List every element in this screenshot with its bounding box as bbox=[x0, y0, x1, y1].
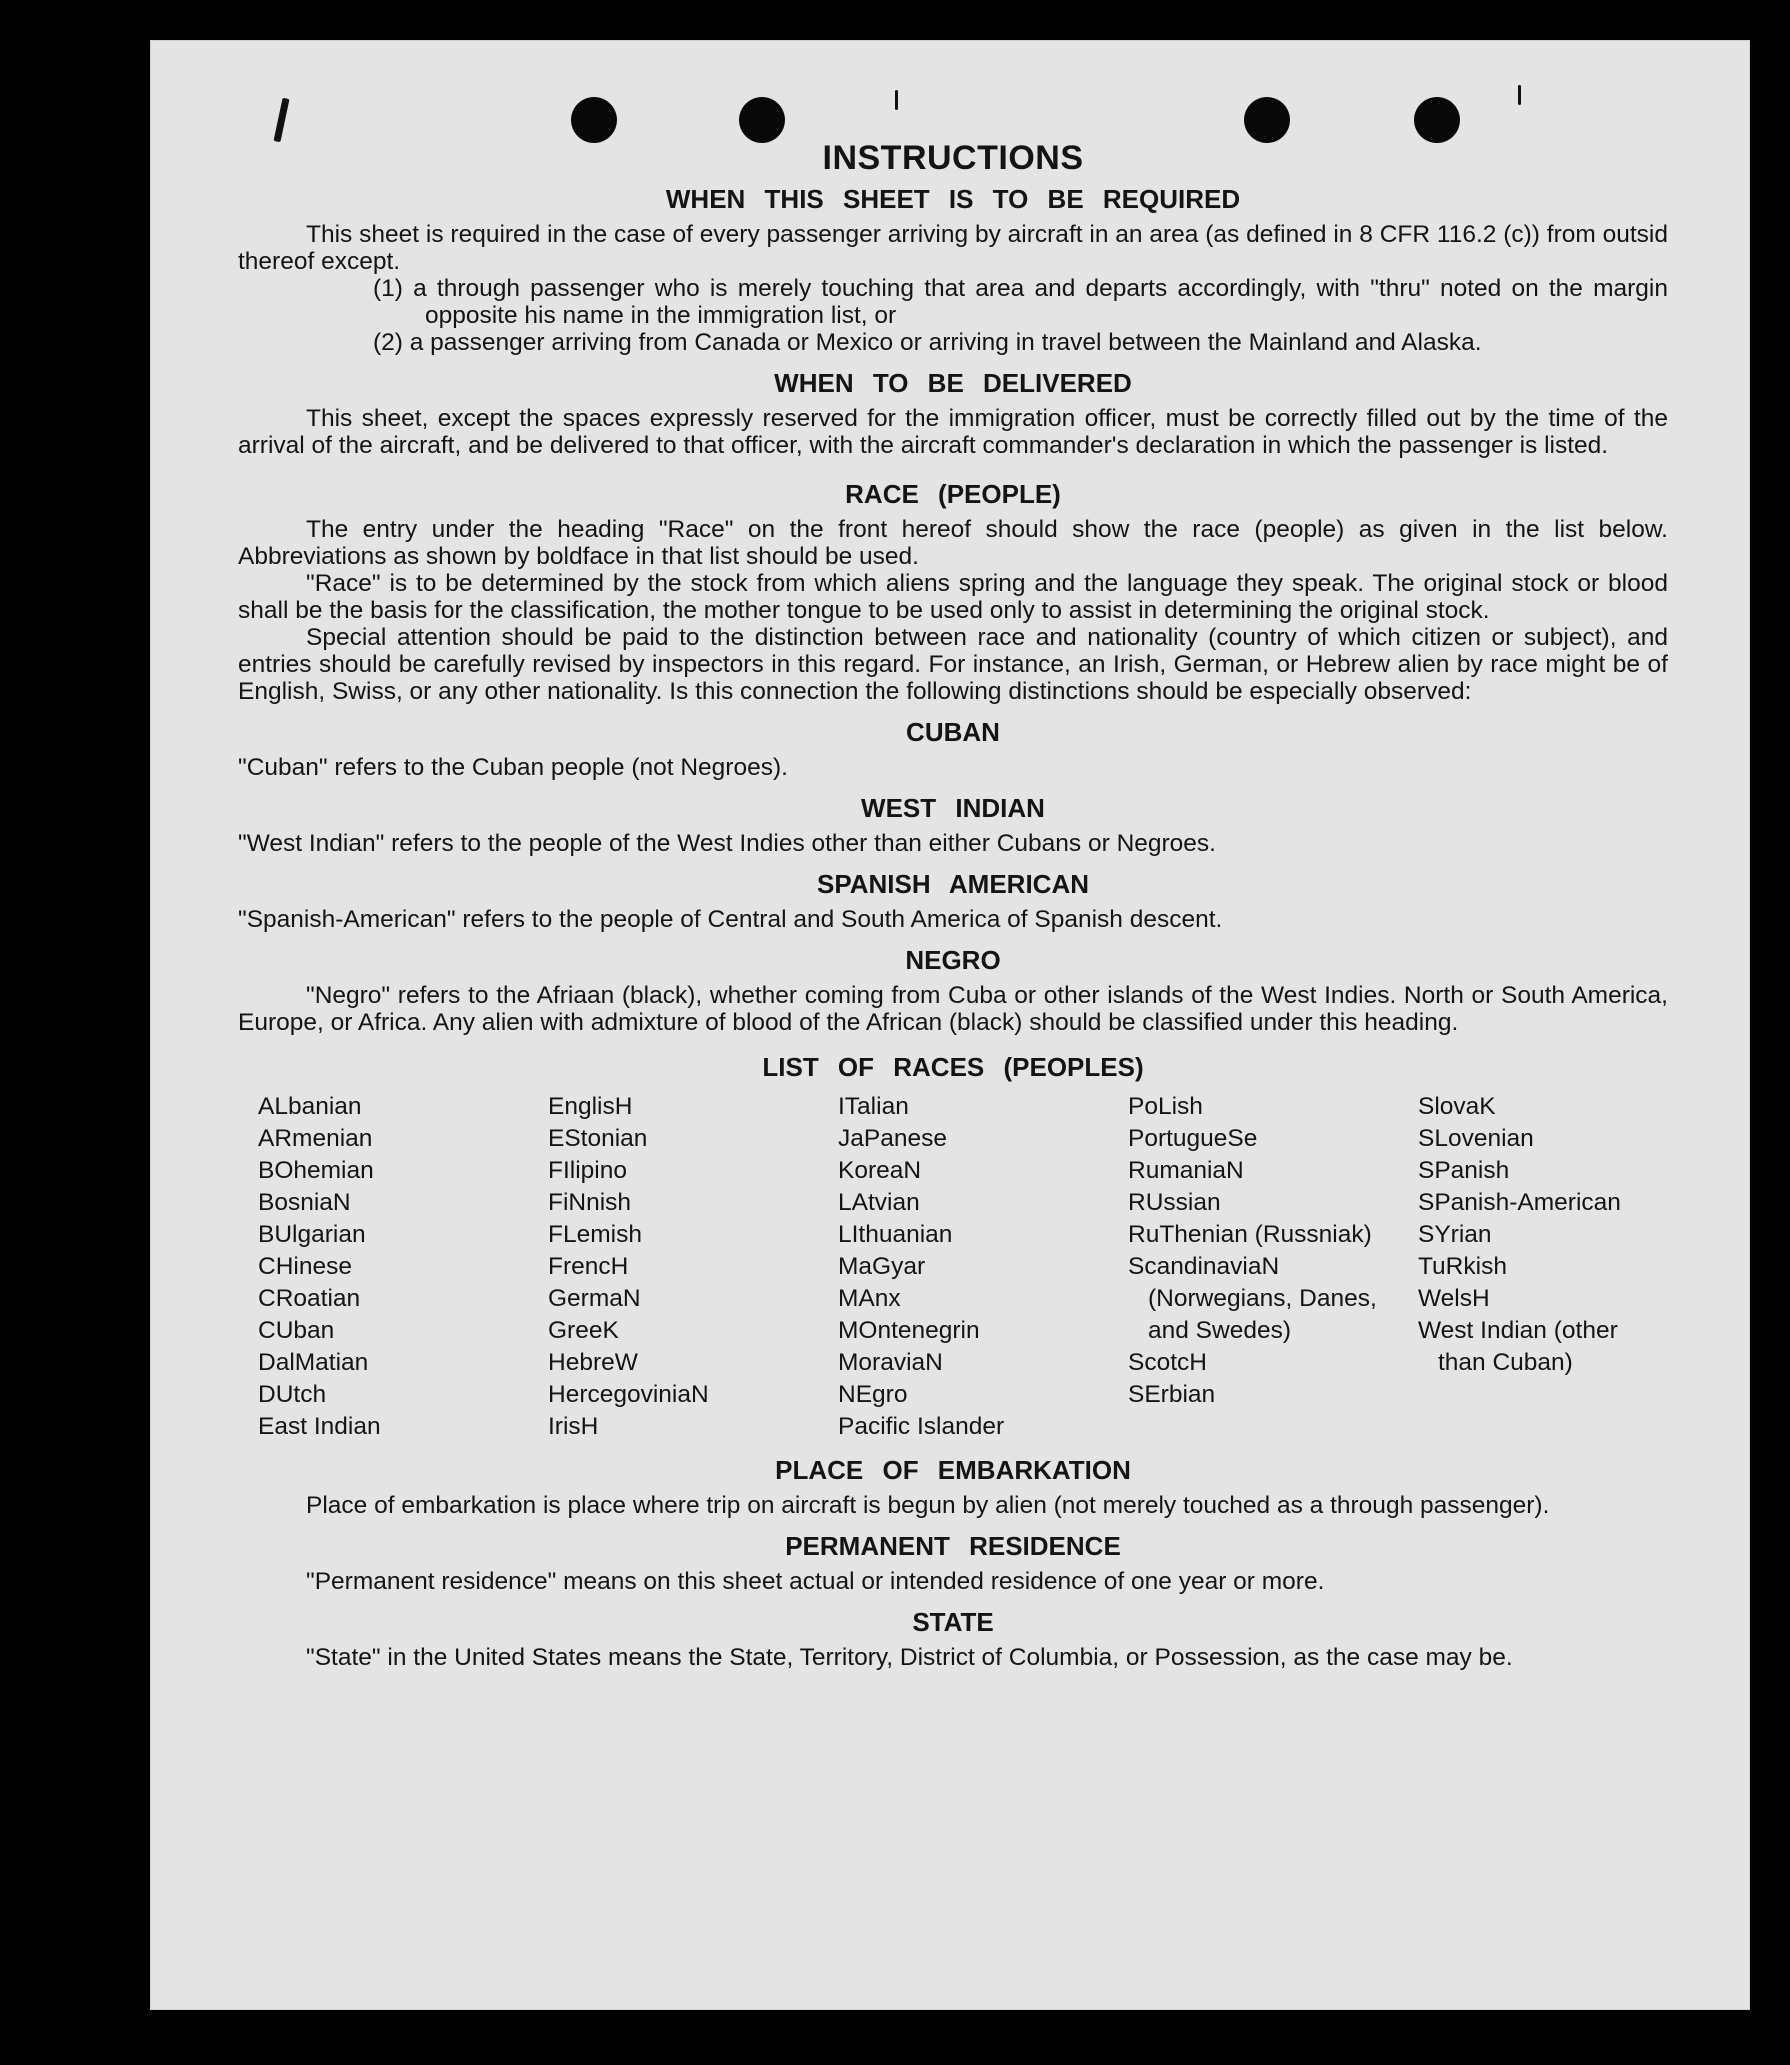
paragraph: "West Indian" refers to the people of the West Indies other than either Cubans or Negroes. bbox=[238, 830, 1216, 857]
list-item: BOhemian bbox=[258, 1157, 374, 1184]
paragraph: This sheet, except the spaces expressly reserved for the immigration officer, must be correctly filled out by the time of the arrival of the aircraft, and be delivered to that officer, with the aircraft commander's declaration in which the passenger is listed. bbox=[238, 405, 1668, 459]
list-item: BosniaN bbox=[258, 1189, 351, 1216]
paragraph: The entry under the heading "Race" on the front hereof should show the race (people) as given in the list below. Abbreviations as shown by boldface in that list should be used. bbox=[238, 516, 1668, 570]
list-item: HebreW bbox=[548, 1349, 638, 1376]
list-item: FLemish bbox=[548, 1221, 642, 1248]
punch-hole bbox=[1244, 97, 1290, 143]
list-item: HercegoviniaN bbox=[548, 1381, 709, 1408]
list-item: FIlipino bbox=[548, 1157, 627, 1184]
list-item: Pacific Islander bbox=[838, 1413, 1005, 1440]
section-heading: LIST OF RACES (PEOPLES) bbox=[762, 1052, 1144, 1082]
section-heading: RACE (PEOPLE) bbox=[845, 479, 1061, 509]
list-item: ScotcH bbox=[1128, 1349, 1207, 1376]
list-item: GreeK bbox=[548, 1317, 619, 1344]
section-heading: WEST INDIAN bbox=[861, 793, 1045, 823]
list-item: SLovenian bbox=[1418, 1125, 1534, 1152]
section-heading: PERMANENT RESIDENCE bbox=[785, 1531, 1121, 1561]
section-heading: SPANISH AMERICAN bbox=[816, 869, 1089, 899]
list-item: EStonian bbox=[548, 1125, 648, 1152]
punch-hole bbox=[1414, 97, 1460, 143]
list-item: MaGyar bbox=[838, 1253, 926, 1280]
paragraph: "Negro" refers to the Afriaan (black), whether coming from Cuba or other islands of the West Indies. North or South America, Europe, or Africa. Any alien with admixture of blood of the African (black) should be classified under this heading. bbox=[238, 982, 1668, 1036]
list-item: ScandinaviaN (Norwegians, Danes, and Swedes) bbox=[1128, 1253, 1377, 1344]
list-item: LIthuanian bbox=[838, 1221, 953, 1248]
hole-mark bbox=[895, 90, 898, 110]
race-column bbox=[528, 1091, 818, 1443]
list-item: TuRkish bbox=[1418, 1253, 1507, 1280]
hole-mark bbox=[274, 98, 290, 142]
list-item: ARmenian bbox=[258, 1125, 373, 1152]
section-heading: NEGRO bbox=[905, 945, 1001, 975]
list-item: West Indian (other than Cuban) bbox=[1418, 1317, 1618, 1376]
list-item: CHinese bbox=[258, 1253, 352, 1280]
list-item: RuThenian (Russniak) bbox=[1128, 1221, 1372, 1248]
list-item: BUlgarian bbox=[258, 1221, 366, 1248]
list-item: CRoatian bbox=[258, 1285, 361, 1312]
list-item: GermaN bbox=[548, 1285, 641, 1312]
list-item: SPanish bbox=[1418, 1157, 1510, 1184]
list-item: SErbian bbox=[1128, 1381, 1216, 1408]
section-heading: STATE bbox=[912, 1607, 994, 1637]
paragraph: Place of embarkation is place where trip on aircraft is begun by alien (not merely touched as a through passenger). bbox=[306, 1492, 1550, 1519]
list-item: East Indian bbox=[258, 1413, 381, 1440]
race-column bbox=[238, 1091, 528, 1443]
list-item: CUban bbox=[258, 1317, 335, 1344]
paragraph: This sheet is required in the case of every passenger arriving by aircraft in an area (as defined in 8 CFR 116.2 (c)) from outsid thereof except. bbox=[238, 221, 1668, 275]
list-item: SYrian bbox=[1418, 1221, 1492, 1248]
list-item: (2) a passenger arriving from Canada or Mexico or arriving in travel between the Mainland and Alaska. bbox=[373, 329, 1482, 356]
instructions-content bbox=[238, 138, 1668, 1671]
list-item: MAnx bbox=[838, 1285, 901, 1312]
race-column bbox=[1398, 1091, 1668, 1443]
document-page bbox=[150, 40, 1750, 2010]
punch-hole bbox=[739, 97, 785, 143]
list-item: MoraviaN bbox=[838, 1349, 943, 1376]
paragraph: "Race" is to be determined by the stock from which aliens spring and the language they speak. The original stock or blood shall be the basis for the classification, the mother tongue to be used only to assist in determining the original stock. bbox=[238, 570, 1668, 624]
list-item: EnglisH bbox=[548, 1093, 633, 1120]
list-item: FiNnish bbox=[548, 1189, 632, 1216]
race-column bbox=[818, 1091, 1108, 1443]
list-item: WelsH bbox=[1418, 1285, 1490, 1312]
list-item: RUssian bbox=[1128, 1189, 1221, 1216]
list-item: IrisH bbox=[548, 1413, 599, 1440]
punch-hole bbox=[571, 97, 617, 143]
list-item: RumaniaN bbox=[1128, 1157, 1244, 1184]
list-item: LAtvian bbox=[838, 1189, 920, 1216]
paragraph: "Cuban" refers to the Cuban people (not Negroes). bbox=[238, 754, 788, 781]
page-title: INSTRUCTIONS bbox=[822, 139, 1084, 177]
list-item: ALbanian bbox=[258, 1093, 362, 1120]
list-item: SPanish-American bbox=[1418, 1189, 1621, 1216]
list-item: PortugueSe bbox=[1128, 1125, 1258, 1152]
list-item: SlovaK bbox=[1418, 1093, 1496, 1120]
list-item: JaPanese bbox=[838, 1125, 947, 1152]
hole-mark bbox=[1518, 85, 1521, 105]
paragraph: "Permanent residence" means on this sheet actual or intended residence of one year or more. bbox=[306, 1568, 1325, 1595]
list-item: DalMatian bbox=[258, 1349, 369, 1376]
section-heading: PLACE OF EMBARKATION bbox=[775, 1455, 1131, 1485]
section-heading: WHEN TO BE DELIVERED bbox=[774, 368, 1132, 398]
list-item: NEgro bbox=[838, 1381, 908, 1408]
list-item: PoLish bbox=[1128, 1093, 1203, 1120]
list-item: (1) a through passenger who is merely touching that area and departs accordingly, with "thru" noted on the margin opposite his name in the immigration list, or bbox=[373, 275, 1668, 329]
section-heading: WHEN THIS SHEET IS TO BE REQUIRED bbox=[665, 184, 1241, 214]
paragraph: Special attention should be paid to the distinction between race and nationality (country of which citizen or subject), and entries should be carefully revised by inspectors in this regard. For instance, an Irish, German, or Hebrew alien by race might be of English, Swiss, or any other nationality. Is this connection the following distinctions should be especially observed: bbox=[238, 624, 1668, 705]
races-list bbox=[238, 1091, 1668, 1443]
paragraph: "Spanish-American" refers to the people of Central and South America of Spanish descent. bbox=[238, 906, 1223, 933]
section-heading: CUBAN bbox=[906, 717, 1000, 747]
list-item: MOntenegrin bbox=[838, 1317, 980, 1344]
list-item: FrencH bbox=[548, 1253, 629, 1280]
list-item: ITalian bbox=[838, 1093, 909, 1120]
list-item: KoreaN bbox=[838, 1157, 922, 1184]
list-item: DUtch bbox=[258, 1381, 327, 1408]
paragraph: "State" in the United States means the State, Territory, District of Columbia, or Possession, as the case may be. bbox=[306, 1644, 1513, 1671]
race-column bbox=[1108, 1091, 1398, 1443]
